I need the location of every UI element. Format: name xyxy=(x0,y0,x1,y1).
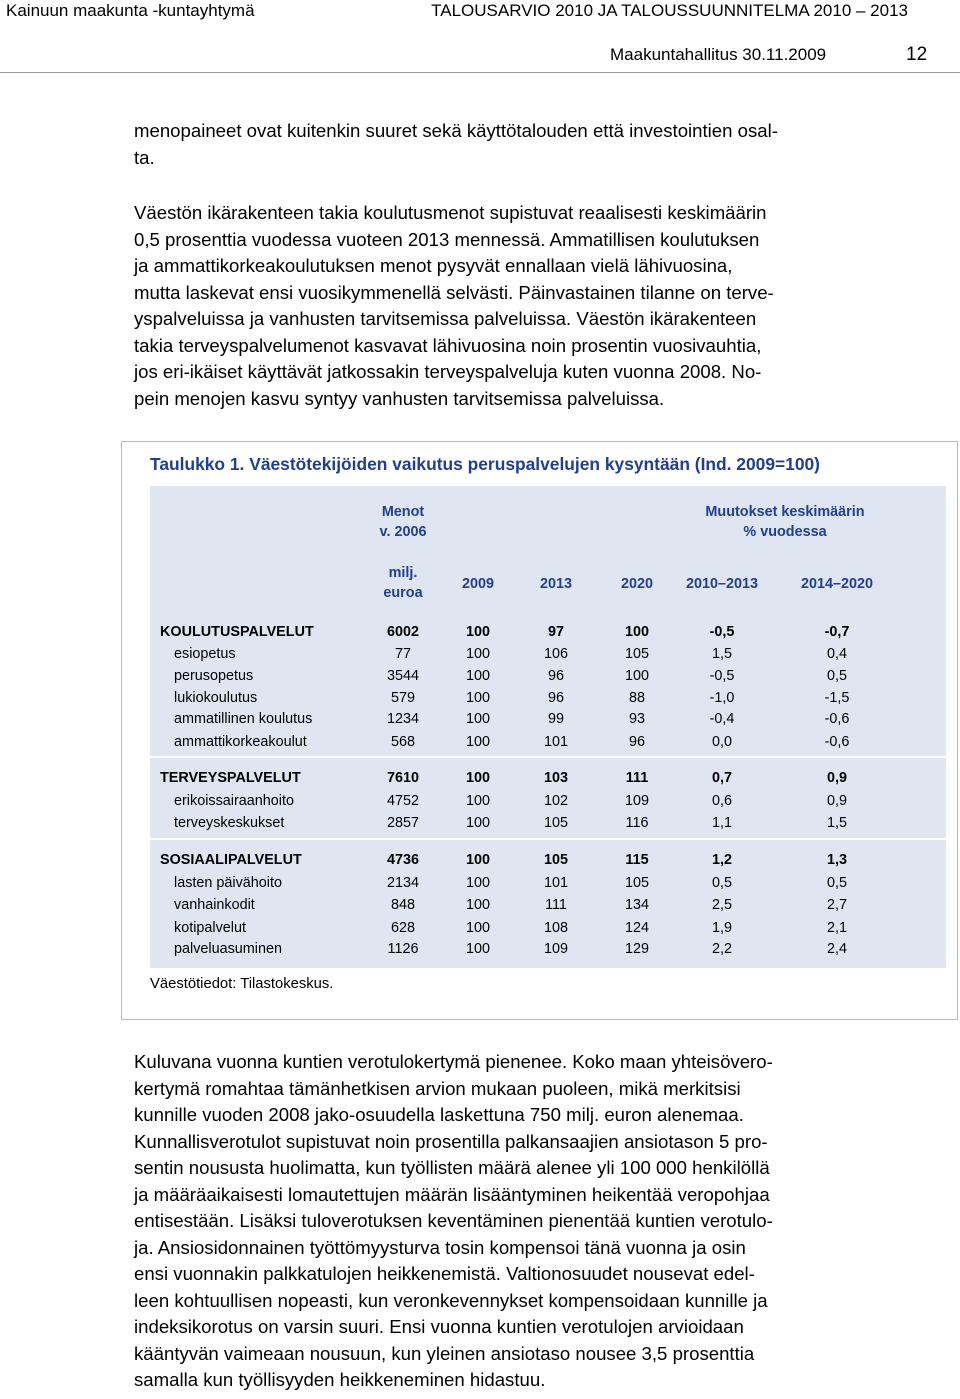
table-cell: 100 xyxy=(465,815,490,831)
table-cell: 7610 xyxy=(386,770,419,786)
table-cell: 3544 xyxy=(386,668,419,684)
table-cell: 99 xyxy=(547,711,564,727)
row-label: perusopetus xyxy=(174,668,254,684)
header-changes xyxy=(670,502,900,542)
table-cell: 109 xyxy=(624,793,649,809)
row-label: KOULUTUSPALVELUT xyxy=(160,624,314,640)
table-cell: 1,9 xyxy=(711,920,732,936)
table-cell: 0,6 xyxy=(711,793,732,809)
table-figure xyxy=(121,441,958,1020)
table-cell: 101 xyxy=(543,875,568,891)
table-cell: 77 xyxy=(394,646,411,662)
table-cell: 100 xyxy=(465,920,490,936)
text-line: indeksikorotus on varsin suuri. Ensi vuonna kuntien verotulojen arvioidaan xyxy=(134,1316,744,1337)
text-line: yspalveluissa ja vanhusten tarvitsemissa palveluissa. Väestön ikärakenteen xyxy=(134,308,757,329)
table-cell: -0,7 xyxy=(824,624,850,640)
table-cell: 100 xyxy=(465,668,490,684)
table-cell: 1,5 xyxy=(711,646,732,662)
text-line: takia terveyspalvelumenot kasvavat lähivuosina noin prosentin vuosivauhtia, xyxy=(134,334,762,356)
table-cell: 88 xyxy=(628,690,645,706)
table-cell: 6002 xyxy=(386,624,419,640)
table-cell: 111 xyxy=(545,897,567,913)
table-cell: 100 xyxy=(465,734,490,750)
table-cell: 2134 xyxy=(386,875,419,891)
paragraph-2 xyxy=(134,200,924,412)
table-cell: 103 xyxy=(543,770,568,786)
table-cell: 124 xyxy=(624,920,649,936)
row-label: esiopetus xyxy=(174,646,236,662)
table-cell: 2,7 xyxy=(826,897,847,913)
table-cell: 579 xyxy=(390,690,415,706)
table-cell: 628 xyxy=(390,920,415,936)
header-text: v. 2006 xyxy=(379,524,427,540)
paragraph-3 xyxy=(134,1049,924,1394)
table-cell: 100 xyxy=(465,852,490,868)
row-label: terveyskeskukset xyxy=(174,815,285,831)
text-line: jos eri-ikäiset käyttävät jatkossakin terveyspalveluja kuten vuonna 2008. No- xyxy=(134,361,762,382)
table-cell: -0,6 xyxy=(824,734,850,750)
table-cell: 1,2 xyxy=(711,852,732,868)
text-line: 0,5 prosenttia vuodessa vuoteen 2013 mennessä. Ammatillisen koulutuksen xyxy=(134,228,760,250)
text-line: Kunnallisverotulot supistuvat noin prosentilla palkansaajien ansiotason 5 pro- xyxy=(134,1130,768,1152)
table-cell: 2,1 xyxy=(826,920,847,936)
text-line: leen kohtuullisen nopeasti, kun veronkevennykset kompensoidaan kunnille ja xyxy=(134,1289,768,1311)
table-cell: 100 xyxy=(465,770,490,786)
text-line: kääntyvän vaimeaan nousuun, kun yleinen ansiotaso nousee 3,5 prosenttia xyxy=(134,1342,755,1364)
row-label: palveluasuminen xyxy=(174,941,283,957)
table-cell: 96 xyxy=(547,668,564,684)
table-cell: 106 xyxy=(543,646,568,662)
text-line: ja ammattikorkeakoulutuksen menot pysyvät ennallaan vielä lähivuosina, xyxy=(134,255,733,276)
text-line: samalla kun työllisyyden heikkeneminen hidastuu. xyxy=(134,1369,546,1390)
table-cell: -0,4 xyxy=(709,711,735,727)
table-cell: 108 xyxy=(543,920,568,936)
text-line: ensi vuonnakin palkkatulojen heikkenemistä. Valtionosuudet nousevat edel- xyxy=(134,1263,755,1284)
table-cell: 0,5 xyxy=(826,668,847,684)
header-text: Muutokset keskimäärin xyxy=(705,504,865,520)
header-meeting: Maakuntahallitus 30.11.2009 xyxy=(610,45,827,64)
table-cell: -0,5 xyxy=(709,624,735,640)
table-cell: 105 xyxy=(543,815,568,831)
table-cell: 100 xyxy=(465,793,490,809)
table-cell: 1234 xyxy=(386,711,419,727)
text-line: ja määräaikaisesti lomautettujen määrän lisääntyminen heikentää veropohjaa xyxy=(134,1183,770,1205)
table-cell: -0,6 xyxy=(824,711,850,727)
row-label: SOSIAALIPALVELUT xyxy=(160,852,302,868)
table-cell: 134 xyxy=(624,897,649,913)
table-cell: 101 xyxy=(543,734,568,750)
header-menot xyxy=(358,502,448,542)
text-line: mutta laskevat ensi vuosikymmenellä selvästi. Päinvastainen tilanne on terve- xyxy=(134,281,774,303)
text-line: kertymä romahtaa tämänhetkisen arvion mukaan puoleen, mikä merkitsisi xyxy=(134,1077,741,1099)
text-line: menopaineet ovat kuitenkin suuret sekä käyttötalouden että investointien osal- xyxy=(134,120,778,141)
table-cell: 111 xyxy=(625,770,649,786)
header-text: Menot xyxy=(381,504,425,520)
header-col-2009: 2009 xyxy=(461,576,494,592)
table-cell: 0,4 xyxy=(826,646,847,662)
table-cell: 100 xyxy=(465,690,490,706)
text-line: entisestään. Lisäksi tuloverotuksen keventäminen pienentää kuntien verotulo- xyxy=(134,1210,773,1231)
header-text: % vuodessa xyxy=(743,524,827,540)
table-cell: 100 xyxy=(624,668,649,684)
table-cell: 100 xyxy=(465,875,490,891)
header-col-2020: 2020 xyxy=(620,576,653,592)
row-label: ammattikorkeakoulut xyxy=(174,734,307,750)
table-cell: 2857 xyxy=(386,815,419,831)
table-cell: 93 xyxy=(628,711,645,727)
table-cell: 100 xyxy=(465,897,490,913)
table-cell: 115 xyxy=(625,852,649,868)
table-cell: 0,5 xyxy=(826,875,847,891)
page-number: 12 xyxy=(906,44,928,65)
table-source: Väestötiedot: Tilastokeskus. xyxy=(150,976,334,992)
table-cell: 0,5 xyxy=(711,875,732,891)
header-org: Kainuun maakunta -kuntayhtymä xyxy=(6,1,255,20)
table-cell: 568 xyxy=(390,734,415,750)
table-cell: -1,0 xyxy=(709,690,735,706)
table-cell: 100 xyxy=(624,624,649,640)
text-line: Kuluvana vuonna kuntien verotulokertymä pienenee. Koko maan yhteisövero- xyxy=(134,1051,773,1072)
table-cell: 4752 xyxy=(386,793,419,809)
table-cell: 2,5 xyxy=(711,897,732,913)
text-line: pein menojen kasvu syntyy vanhusten tarvitsemissa palveluissa. xyxy=(134,387,665,409)
table-cell: 0,0 xyxy=(711,734,732,750)
table-title: Taulukko 1. Väestötekijöiden vaikutus peruspalvelujen kysyntään (Ind. 2009=100) xyxy=(150,454,820,474)
table-cell: 848 xyxy=(390,897,415,913)
table-cell: 100 xyxy=(465,941,490,957)
text-line: Väestön ikärakenteen takia koulutusmenot supistuvat reaalisesti keskimäärin xyxy=(134,202,767,223)
table-cell: 100 xyxy=(465,646,490,662)
row-label: vanhainkodit xyxy=(174,897,255,913)
row-label: TERVEYSPALVELUT xyxy=(160,770,301,786)
row-label: lasten päivähoito xyxy=(174,875,283,891)
table-cell: 100 xyxy=(465,624,490,640)
table-cell: 4736 xyxy=(386,852,419,868)
group-separator xyxy=(150,838,946,840)
table-cell: 100 xyxy=(465,711,490,727)
table-cell: 2,2 xyxy=(711,941,732,957)
header-text: milj. xyxy=(388,565,418,581)
table-cell: 102 xyxy=(543,793,568,809)
table-cell: -0,5 xyxy=(709,668,735,684)
row-label: kotipalvelut xyxy=(174,920,246,936)
table-cell: -1,5 xyxy=(824,690,850,706)
table-cell: 2,4 xyxy=(826,941,847,957)
table-cell: 105 xyxy=(624,875,649,891)
table-cell: 105 xyxy=(543,852,568,868)
table-cell: 1,3 xyxy=(826,852,847,868)
paragraph-1 xyxy=(134,118,924,171)
table-cell: 0,9 xyxy=(826,793,847,809)
table-cell: 0,9 xyxy=(826,770,847,786)
text-line: kunnille vuoden 2008 jako-osuudella laskettuna 750 milj. euron alenemaa. xyxy=(134,1104,744,1125)
row-label: lukiokoulutus xyxy=(174,690,258,706)
table-cell: 96 xyxy=(547,690,564,706)
row-label: erikoissairaanhoito xyxy=(174,793,294,809)
table-cell: 109 xyxy=(543,941,568,957)
row-label: ammatillinen koulutus xyxy=(174,711,313,727)
group-separator xyxy=(150,756,946,758)
table-cell: 1,1 xyxy=(711,815,732,831)
header-col-2013: 2013 xyxy=(539,576,572,592)
table-cell: 97 xyxy=(547,624,564,640)
table-cell: 116 xyxy=(625,815,649,831)
text-line: ja. Ansiosidonnainen työttömyysturva tosin kompensoi tänä vuonna ja osin xyxy=(134,1236,746,1258)
table-cell: 0,7 xyxy=(711,770,732,786)
header-text: euroa xyxy=(383,585,423,601)
header-rule xyxy=(0,72,960,73)
text-line: ta. xyxy=(134,146,155,168)
table-cell: 105 xyxy=(624,646,649,662)
table-cell: 129 xyxy=(624,941,649,957)
table-cell: 96 xyxy=(628,734,645,750)
header-col-2014–2020: 2014–2020 xyxy=(800,576,874,592)
header-col-2010–2013: 2010–2013 xyxy=(685,576,759,592)
text-line: sentin noususta huolimatta, kun työllisten määrä alenee yli 100 000 henkilöllä xyxy=(134,1157,770,1178)
table-cell: 1126 xyxy=(387,941,419,957)
table-cell: 1,5 xyxy=(826,815,847,831)
header-doc-title: TALOUSARVIO 2010 JA TALOUSSUUNNITELMA 2010 – 2013 xyxy=(431,1,908,20)
